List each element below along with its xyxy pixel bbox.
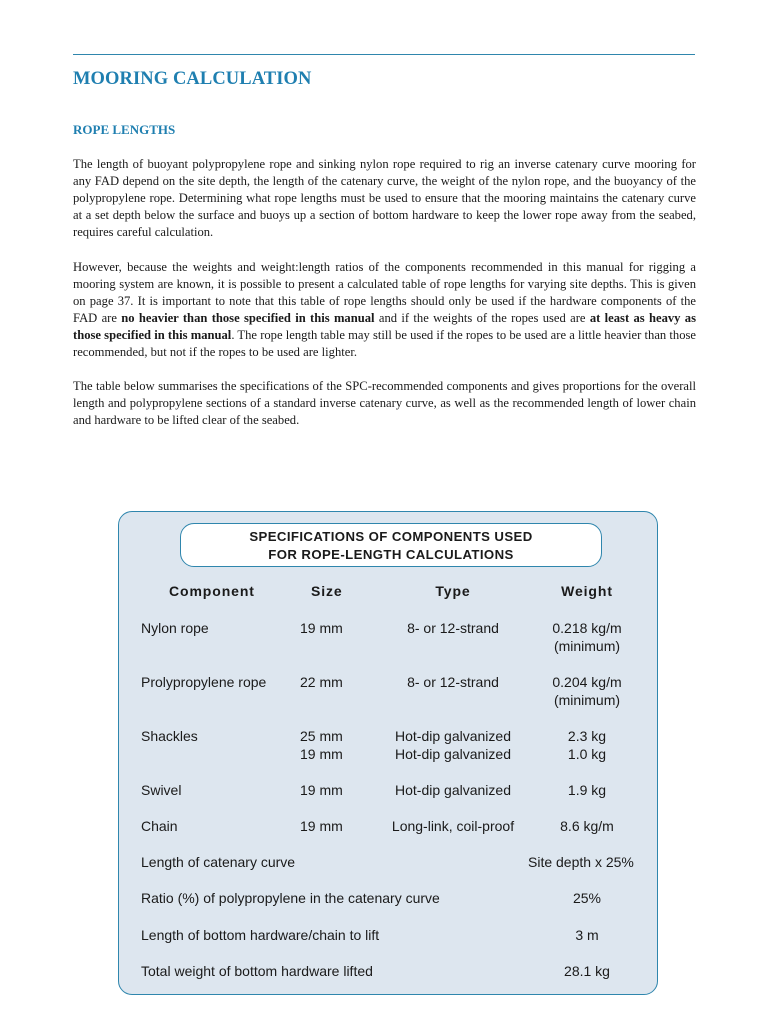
row-nylon-type: 8- or 12-strand [407,620,499,636]
header-component: Component [169,583,255,599]
row-chain-weight: 8.6 kg/m [560,818,614,834]
catenary-length-label: Length of catenary curve [141,854,296,870]
row-chain-size: 19 mm [300,818,343,834]
row-polypropylene-type: 8- or 12-strand [407,674,499,690]
row-swivel-size: 19 mm [300,782,343,798]
row-polypropylene-size: 22 mm [300,674,343,690]
bottom-hardware-length-label: Length of bottom hardware/chain to lift [141,927,380,943]
row-polypropylene-weight: 0.204 kg/m [552,674,622,690]
row-shackles-type-2: Hot-dip galvanized [395,746,511,762]
row-chain-component: Chain [141,818,178,834]
paragraph-2-part-3: . The rope length table may still be used if the ropes to be used are a little heavier than those recommended, but not if the ropes to be used are lighter. [73,328,696,359]
row-shackles-size-2: 19 mm [300,746,343,762]
row-shackles-weight-2: 1.0 kg [567,746,607,762]
specifications-title-line-2: FOR ROPE-LENGTH CALCULATIONS [268,547,514,562]
row-nylon-size: 19 mm [300,620,343,636]
specifications-title [180,523,602,567]
row-swivel-type: Hot-dip galvanized [395,782,511,798]
paragraph-2 [73,259,696,361]
header-size: Size [311,583,343,599]
row-shackles-component: Shackles [141,728,198,744]
specifications-title-line-1: SPECIFICATIONS OF COMPONENTS USED [249,529,533,544]
paragraph-2-bold-2: at least as heavy as those specified in this manual [73,311,696,342]
specifications-panel [118,511,658,995]
row-shackles-size: 25 mm [300,728,343,744]
row-nylon-weight-note: (minimum) [553,638,621,654]
polypropylene-ratio-label: Ratio (%) of polypropylene in the catenary curve [141,890,440,906]
row-polypropylene-component: Prolypropylene rope [141,674,267,690]
bottom-hardware-weight-label: Total weight of bottom hardware lifted [141,963,373,979]
header-rule [73,54,695,55]
bottom-hardware-length-value: 3 m [575,927,599,943]
header-weight: Weight [561,583,613,599]
catenary-length-value: Site depth x 25% [528,854,634,870]
section-title: MOORING CALCULATION [73,69,312,89]
subsection-title: ROPE LENGTHS [73,122,176,137]
bottom-hardware-weight-value: 28.1 kg [564,963,610,979]
row-swivel-component: Swivel [141,782,182,798]
paragraph-1: The length of buoyant polypropylene rope and sinking nylon rope required to rig an inverse catenary curve mooring for any FAD depend on the site depth, the length of the catenary curve, the weight of the nylon rope, and the buoyancy of the polypropylene rope. Determining what rope lengths must be used to ensure that the mooring maintains the catenary curve at a set depth below the surface and buoys up a section of bottom hardware to keep the lower rope away from the seabed, requires careful calculation. [73,157,696,239]
row-polypropylene-weight-note: (minimum) [553,692,621,708]
paragraph-3: The table below summarises the specifications of the SPC-recommended components and gives proportions for the overall length and polypropylene sections of a standard inverse catenary curve, as well as the recommended length of lower chain and hardware to be lifted clear of the seabed. [73,379,696,427]
row-chain-type: Long-link, coil-proof [391,818,515,834]
row-shackles-weight: 2.3 kg [567,728,607,744]
polypropylene-ratio-value: 25% [572,890,602,906]
paragraph-2-part-2: and if the weights of the ropes used are [374,311,590,325]
header-type: Type [435,583,471,599]
row-nylon-weight: 0.218 kg/m [552,620,622,636]
paragraph-2-bold-1: no heavier than those specified in this manual [121,311,375,325]
row-nylon-component: Nylon rope [141,620,209,636]
paragraph-2-part-1: However, because the weights and weight:length ratios of the components recommended in this manual for rigging a mooring system are known, it is possible to present a calculated table of rope lengths for varying site depths. This is given on page 37. It is important to note that this table of rope lengths should only be used if the hardware components of the FAD are [73,260,696,325]
row-swivel-weight: 1.9 kg [567,782,607,798]
row-shackles-type: Hot-dip galvanized [395,728,511,744]
